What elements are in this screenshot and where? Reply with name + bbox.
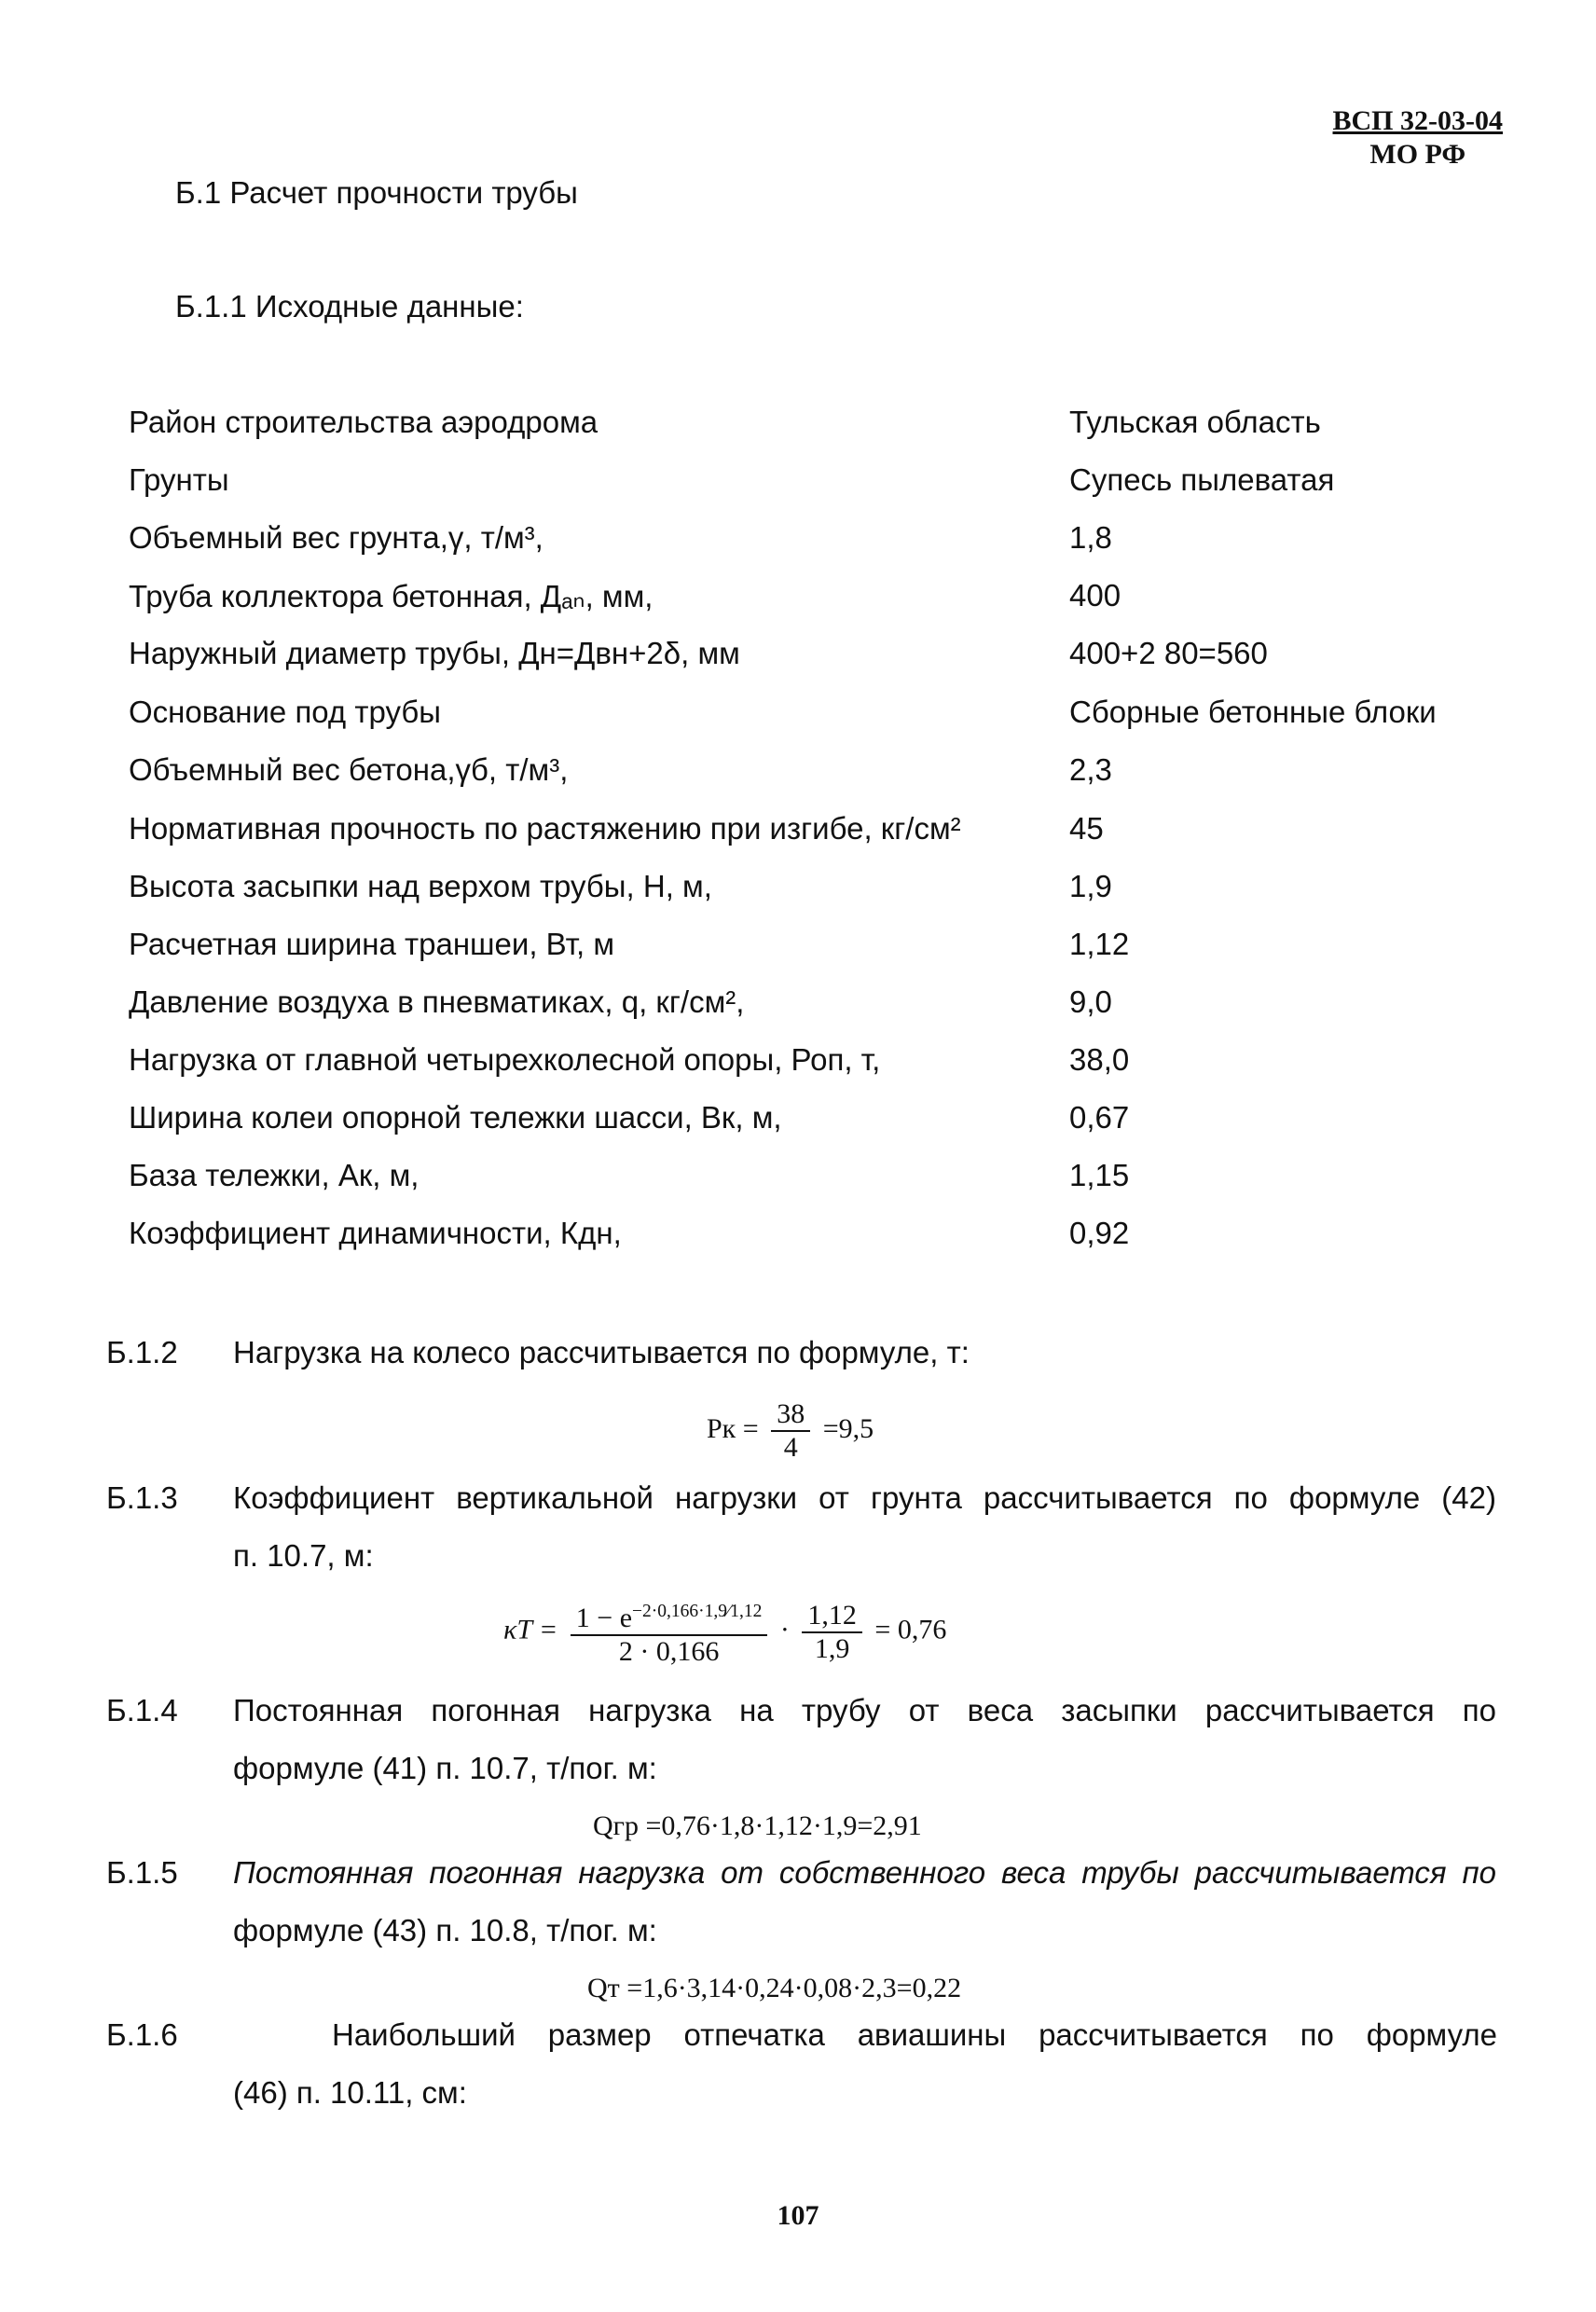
formula-fraction (771, 1398, 810, 1464)
paragraph-text: Нагрузка на колесо рассчитывается по формуле, т: (233, 1335, 970, 1369)
data-value: Сборные бетонные блоки (1069, 695, 1437, 729)
document-header (1333, 104, 1504, 172)
data-label: Район строительства аэродрома (129, 405, 598, 439)
formula-lhs: Pк = (707, 1412, 759, 1444)
data-label: Объемный вес бетона,γб, т/м³, (129, 752, 569, 787)
formula-fraction (571, 1596, 768, 1668)
data-row (129, 1100, 1527, 1156)
data-row (129, 927, 1527, 983)
data-label: Коэффициент динамичности, Кдн, (129, 1216, 622, 1250)
data-row (129, 984, 1527, 1040)
paragraph-text-continued: формуле (41) п. 10.7, т/пог. м: (233, 1751, 657, 1785)
data-label: Основание под трубы (129, 695, 441, 729)
data-label: Грунты (129, 462, 229, 497)
document-org: МО РФ (1369, 139, 1466, 170)
formula-numerator-base: 1 − e (575, 1603, 633, 1633)
paragraph-text: Постоянная погонная нагрузка на трубу от веса засыпки рассчитывается по (233, 1693, 1496, 1727)
paragraph-number: Б.1.3 (106, 1480, 178, 1515)
section-title: Б.1 Расчет прочности трубы (175, 175, 578, 210)
page-number: 107 (777, 2200, 819, 2231)
data-row (129, 578, 1527, 634)
data-value: 1,9 (1069, 869, 1112, 903)
data-value: 400 (1069, 578, 1121, 612)
formula-lhs: κT = (503, 1614, 558, 1645)
data-row (129, 695, 1527, 750)
data-value: 400+2 80=560 (1069, 636, 1268, 670)
data-value: Тульская область (1069, 405, 1321, 439)
data-label: Давление воздуха в пневматиках, q, кг/см², (129, 984, 745, 1019)
data-value: 38,0 (1069, 1042, 1130, 1077)
data-value: 0,67 (1069, 1100, 1130, 1135)
data-value: 45 (1069, 811, 1104, 846)
data-row (129, 405, 1527, 461)
data-value: 1,12 (1069, 927, 1130, 961)
paragraph-number: Б.1.4 (106, 1693, 178, 1727)
data-row (129, 811, 1527, 867)
formula-rhs: =9,5 (822, 1412, 874, 1444)
data-row (129, 462, 1527, 518)
formula-multiply: · (779, 1614, 790, 1645)
data-row (129, 636, 1527, 692)
paragraph-text: Наибольший размер отпечатка авиашины рассчитывается по формуле (332, 2017, 1497, 2052)
data-row (129, 869, 1527, 925)
paragraph-text-continued: формуле (43) п. 10.8, т/пог. м: (233, 1913, 657, 1947)
formula-denominator-2: 1,9 (814, 1632, 850, 1664)
paragraph-number: Б.1.5 (106, 1855, 178, 1890)
data-value: 2,3 (1069, 752, 1112, 787)
formula-qgr: Qгр =0,76·1,8·1,12·1,9=2,91 (593, 1810, 922, 1841)
data-value: 1,8 (1069, 520, 1112, 555)
data-value: Супесь пылеватая (1069, 462, 1335, 497)
data-row (129, 752, 1527, 808)
paragraph-number: Б.1.6 (106, 2017, 178, 2052)
formula-fraction-2 (802, 1600, 862, 1665)
data-label: База тележки, Ак, м, (129, 1158, 420, 1192)
formula-rhs: = 0,76 (874, 1614, 947, 1645)
data-row (129, 1042, 1527, 1098)
data-label: Объемный вес грунта,γ, т/м³, (129, 520, 543, 555)
document-code: ВСП 32-03-04 (1332, 105, 1503, 136)
formula-numerator (571, 1596, 768, 1636)
data-row (129, 520, 1527, 576)
paragraph-text-continued: п. 10.7, м: (233, 1538, 374, 1573)
formula-numerator: 38 (771, 1398, 810, 1432)
data-label: Высота засыпки над верхом трубы, Н, м, (129, 869, 712, 903)
paragraph-number: Б.1.2 (106, 1335, 178, 1369)
paragraph-text: Коэффициент вертикальной нагрузки от грунта рассчитывается по формуле (42) (233, 1480, 1496, 1515)
paragraph-text-continued: (46) п. 10.11, см: (233, 2075, 467, 2110)
formula-exponent: −2·0,166·1,9⁄1,12 (632, 1602, 763, 1621)
data-label: Расчетная ширина траншеи, Вт, м (129, 927, 615, 961)
data-label: Труба коллектора бетонная, Дₐₙ, мм, (129, 579, 654, 613)
formula-denominator: 2 · 0,166 (618, 1636, 720, 1667)
paragraph-text: Постоянная погонная нагрузка от собственного веса трубы рассчитывается по (233, 1855, 1496, 1890)
data-row (129, 1158, 1527, 1214)
formula-denominator: 4 (783, 1432, 798, 1463)
data-value: 9,0 (1069, 984, 1112, 1019)
formula-qt: Qт =1,6·3,14·0,24·0,08·2,3=0,22 (587, 1973, 962, 2003)
data-row (129, 1216, 1527, 1272)
data-value: 0,92 (1069, 1216, 1130, 1250)
data-label: Наружный диаметр трубы, Дн=Двн+2δ, мм (129, 636, 740, 670)
subsection-title: Б.1.1 Исходные данные: (175, 289, 524, 323)
data-label: Нормативная прочность по растяжению при изгибе, кг/см² (129, 811, 961, 846)
data-label: Нагрузка от главной четырехколесной опоры, Роп, т, (129, 1042, 881, 1077)
formula-kt (503, 1596, 946, 1668)
data-value: 1,15 (1069, 1158, 1130, 1192)
data-label: Ширина колеи опорной тележки шасси, Вк, м, (129, 1100, 782, 1135)
formula-pk (707, 1398, 874, 1464)
formula-numerator-2: 1,12 (802, 1600, 862, 1633)
